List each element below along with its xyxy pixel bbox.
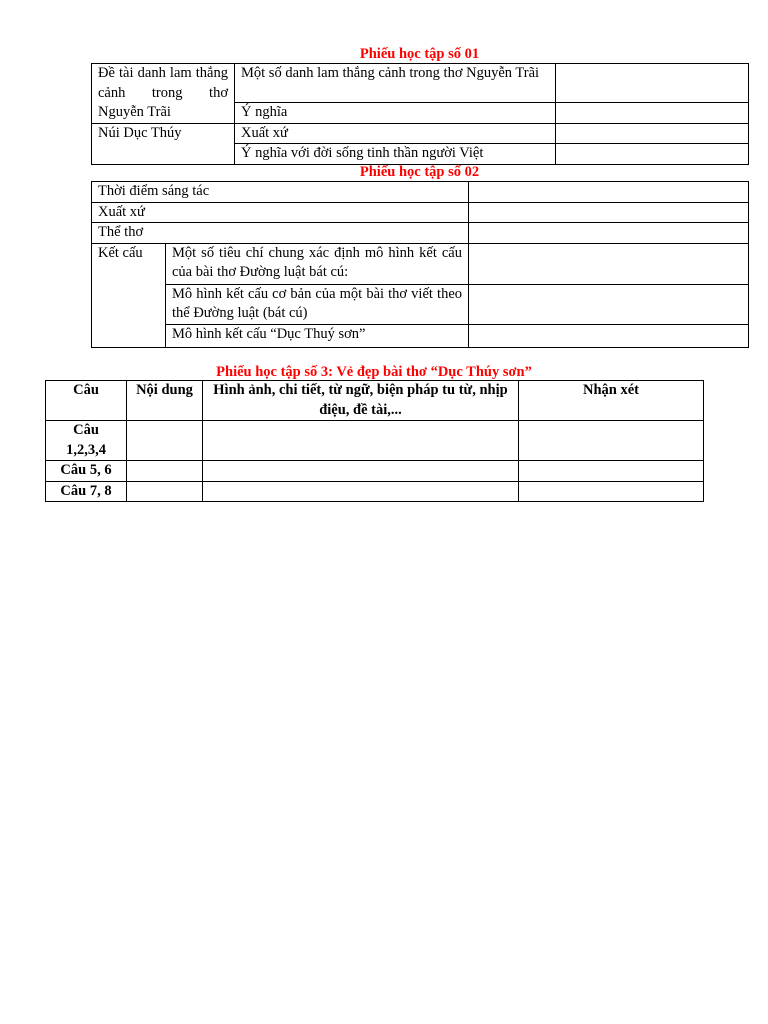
sheet1-title: Phiếu học tập số 01 (359, 46, 480, 62)
sheet2-table (91, 181, 749, 348)
answer-cell[interactable] (469, 202, 749, 223)
answer-cell[interactable] (127, 421, 203, 461)
row-label-cell: Câu 7, 8 (46, 481, 127, 502)
answer-cell[interactable] (556, 144, 749, 165)
answer-cell[interactable] (519, 421, 704, 461)
row-label-cell: Thể thơ (92, 223, 469, 244)
sheet2-title: Phiếu học tập số 02 (359, 164, 480, 180)
answer-cell[interactable] (556, 123, 749, 144)
answer-cell[interactable] (556, 103, 749, 124)
answer-cell[interactable] (469, 284, 749, 324)
poem-item-cell: Ý nghĩa với đời sống tinh thần người Việt (235, 144, 556, 165)
answer-cell[interactable] (519, 461, 704, 482)
answer-cell[interactable] (203, 481, 519, 502)
sheet1-table (91, 63, 749, 165)
answer-cell[interactable] (556, 64, 749, 103)
answer-cell[interactable] (469, 223, 749, 244)
answer-cell[interactable] (469, 243, 749, 284)
topic-label-cell: Đề tài danh lam thắng cảnh trong thơ Nguyễn Trãi (92, 64, 235, 124)
row-label-cell: Câu 1,2,3,4 (46, 421, 127, 461)
row-label-cell: Xuất xứ (92, 202, 469, 223)
sheet3-title: Phiếu học tập số 3: Vẻ đẹp bài thơ “Dục Thúy sơn” (216, 364, 532, 380)
structure-item-cell: Mô hình kết cấu cơ bản của một bài thơ viết theo thể Đường luật (bát cú) (166, 284, 469, 324)
structure-label-cell: Kết cấu (92, 243, 166, 347)
header-hinh-anh: Hình ảnh, chi tiết, từ ngữ, biện pháp tu từ, nhịp điệu, đề tài,... (203, 381, 519, 421)
answer-cell[interactable] (519, 481, 704, 502)
answer-cell[interactable] (127, 461, 203, 482)
header-cau: Câu (46, 381, 127, 421)
header-noi-dung: Nội dung (127, 381, 203, 421)
sheet3-table (45, 380, 704, 502)
structure-item-cell: Mô hình kết cấu “Dục Thuý sơn” (166, 324, 469, 347)
header-nhan-xet: Nhận xét (519, 381, 704, 421)
answer-cell[interactable] (469, 182, 749, 203)
answer-cell[interactable] (203, 421, 519, 461)
poem-label-cell: Núi Dục Thúy (92, 123, 235, 164)
topic-item-cell: Ý nghĩa (235, 103, 556, 124)
topic-item-cell: Một số danh lam thắng cảnh trong thơ Nguyễn Trãi (235, 64, 556, 103)
row-label-cell: Câu 5, 6 (46, 461, 127, 482)
answer-cell[interactable] (469, 324, 749, 347)
structure-item-cell: Một số tiêu chí chung xác định mô hình kết cấu của bài thơ Đường luật bát cú: (166, 243, 469, 284)
row-label-cell: Thời điểm sáng tác (92, 182, 469, 203)
answer-cell[interactable] (203, 461, 519, 482)
answer-cell[interactable] (127, 481, 203, 502)
poem-item-cell: Xuất xứ (235, 123, 556, 144)
